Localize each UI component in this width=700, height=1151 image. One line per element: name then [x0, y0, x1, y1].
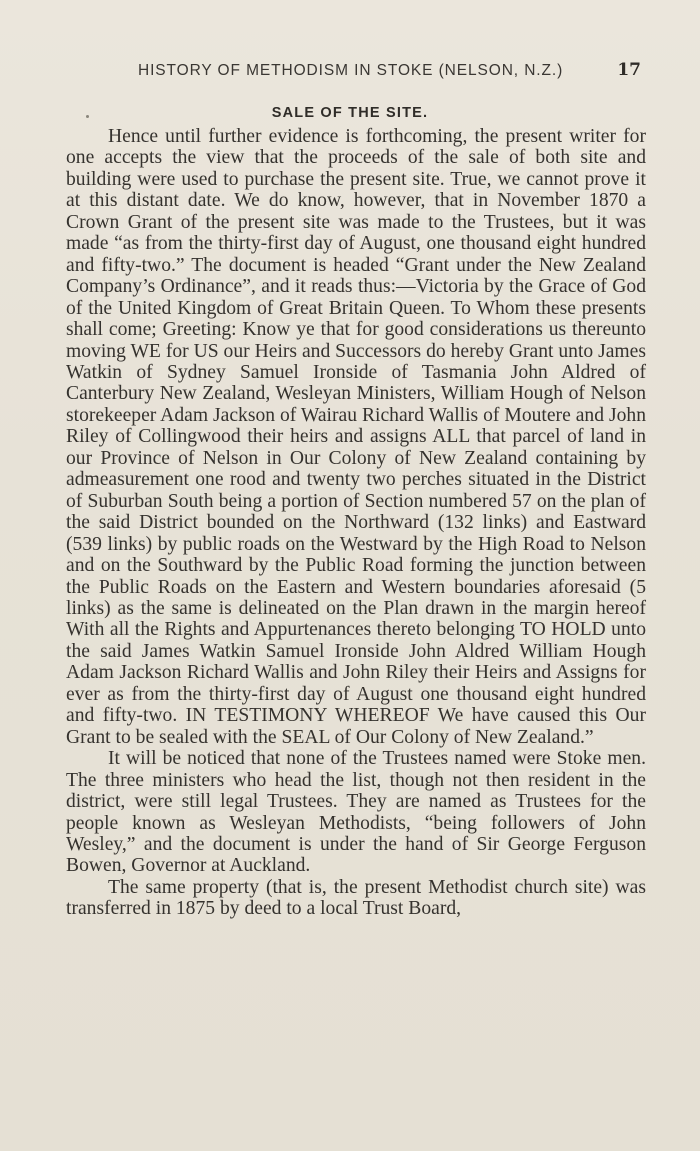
paragraph: It will be noticed that none of the Trustees named were Stoke men. The three ministers who head the list, though not then resident in the district, were still legal Trustees. They are named as Trustees for the people known as Wesleyan Methodists, “being followers of John Wesley,” and the document is under the hand of Sir George Ferguson Bowen, Governor at Auckland.: [66, 748, 646, 877]
paragraph: The same property (that is, the present Methodist church site) was transferred in 1875 by deed to a local Trust Board,: [66, 876, 646, 920]
paragraph: Hence until further evidence is forthcoming, the present writer for one accepts the view that the proceeds of the sale of both site and building were used to purchase the present site. True, we cannot prove it at this distant date. We do know, however, that in November 1870 a Crown Grant of the present site was made to the Trustees, but it was made “as from the thirty-first day of August, one thousand eight hundred and fifty-two.” The document is headed “Grant under the New Zealand Company’s Ordinance”, and it reads thus:—Victoria by the Grace of God of the United Kingdom of Great Britain Queen. To Whom these presents shall come; Greeting: Know ye that for good considerations us thereunto moving WE for US our Heirs and Successors do hereby Grant unto James Watkin of Sydney Samuel Ironside of Tasmania John Aldred of Canterbury New Zealand, Wesleyan Ministers, William Hough of Nelson storekeeper Adam Jackson of Wairau Richard Wallis of Moutere and John Riley of Collingwood their heirs and assigns ALL that parcel of land in our Province of Nelson in Our Colony of New Zealand containing by admeasurement one rood and twenty two perches situated in the District of Suburban South being a portion of Section numbered 57 on the plan of the said District bounded on the Northward (132 links) and Eastward (539 links) by public roads on the Westward by the High Road to Nelson and on the Southward by the Public Road forming the junction between the Public Roads on the Eastern and Western boundaries aforesaid (5 links) as the same is delineated on the Plan drawn in the margin hereof With all the Rights and Appurtenances thereto belonging TO HOLD unto the said James Watkin Samuel Ironside John Aldred William Hough Adam Jackson Richard Wallis and John Riley their Heirs and Assigns for ever as from the thirty-first day of August one thousand eight hundred and fifty-two. IN TESTIMONY WHEREOF We have caused this Our Grant to be sealed with the SEAL of Our Colony of New Zealand.”: [66, 126, 646, 748]
body-text: [66, 126, 646, 920]
running-head: [0, 60, 700, 84]
page-number: 17: [617, 60, 641, 80]
running-title: HISTORY OF METHODISM IN STOKE (NELSON, N.Z.): [138, 62, 564, 79]
section-heading: SALE OF THE SITE.: [271, 105, 429, 121]
